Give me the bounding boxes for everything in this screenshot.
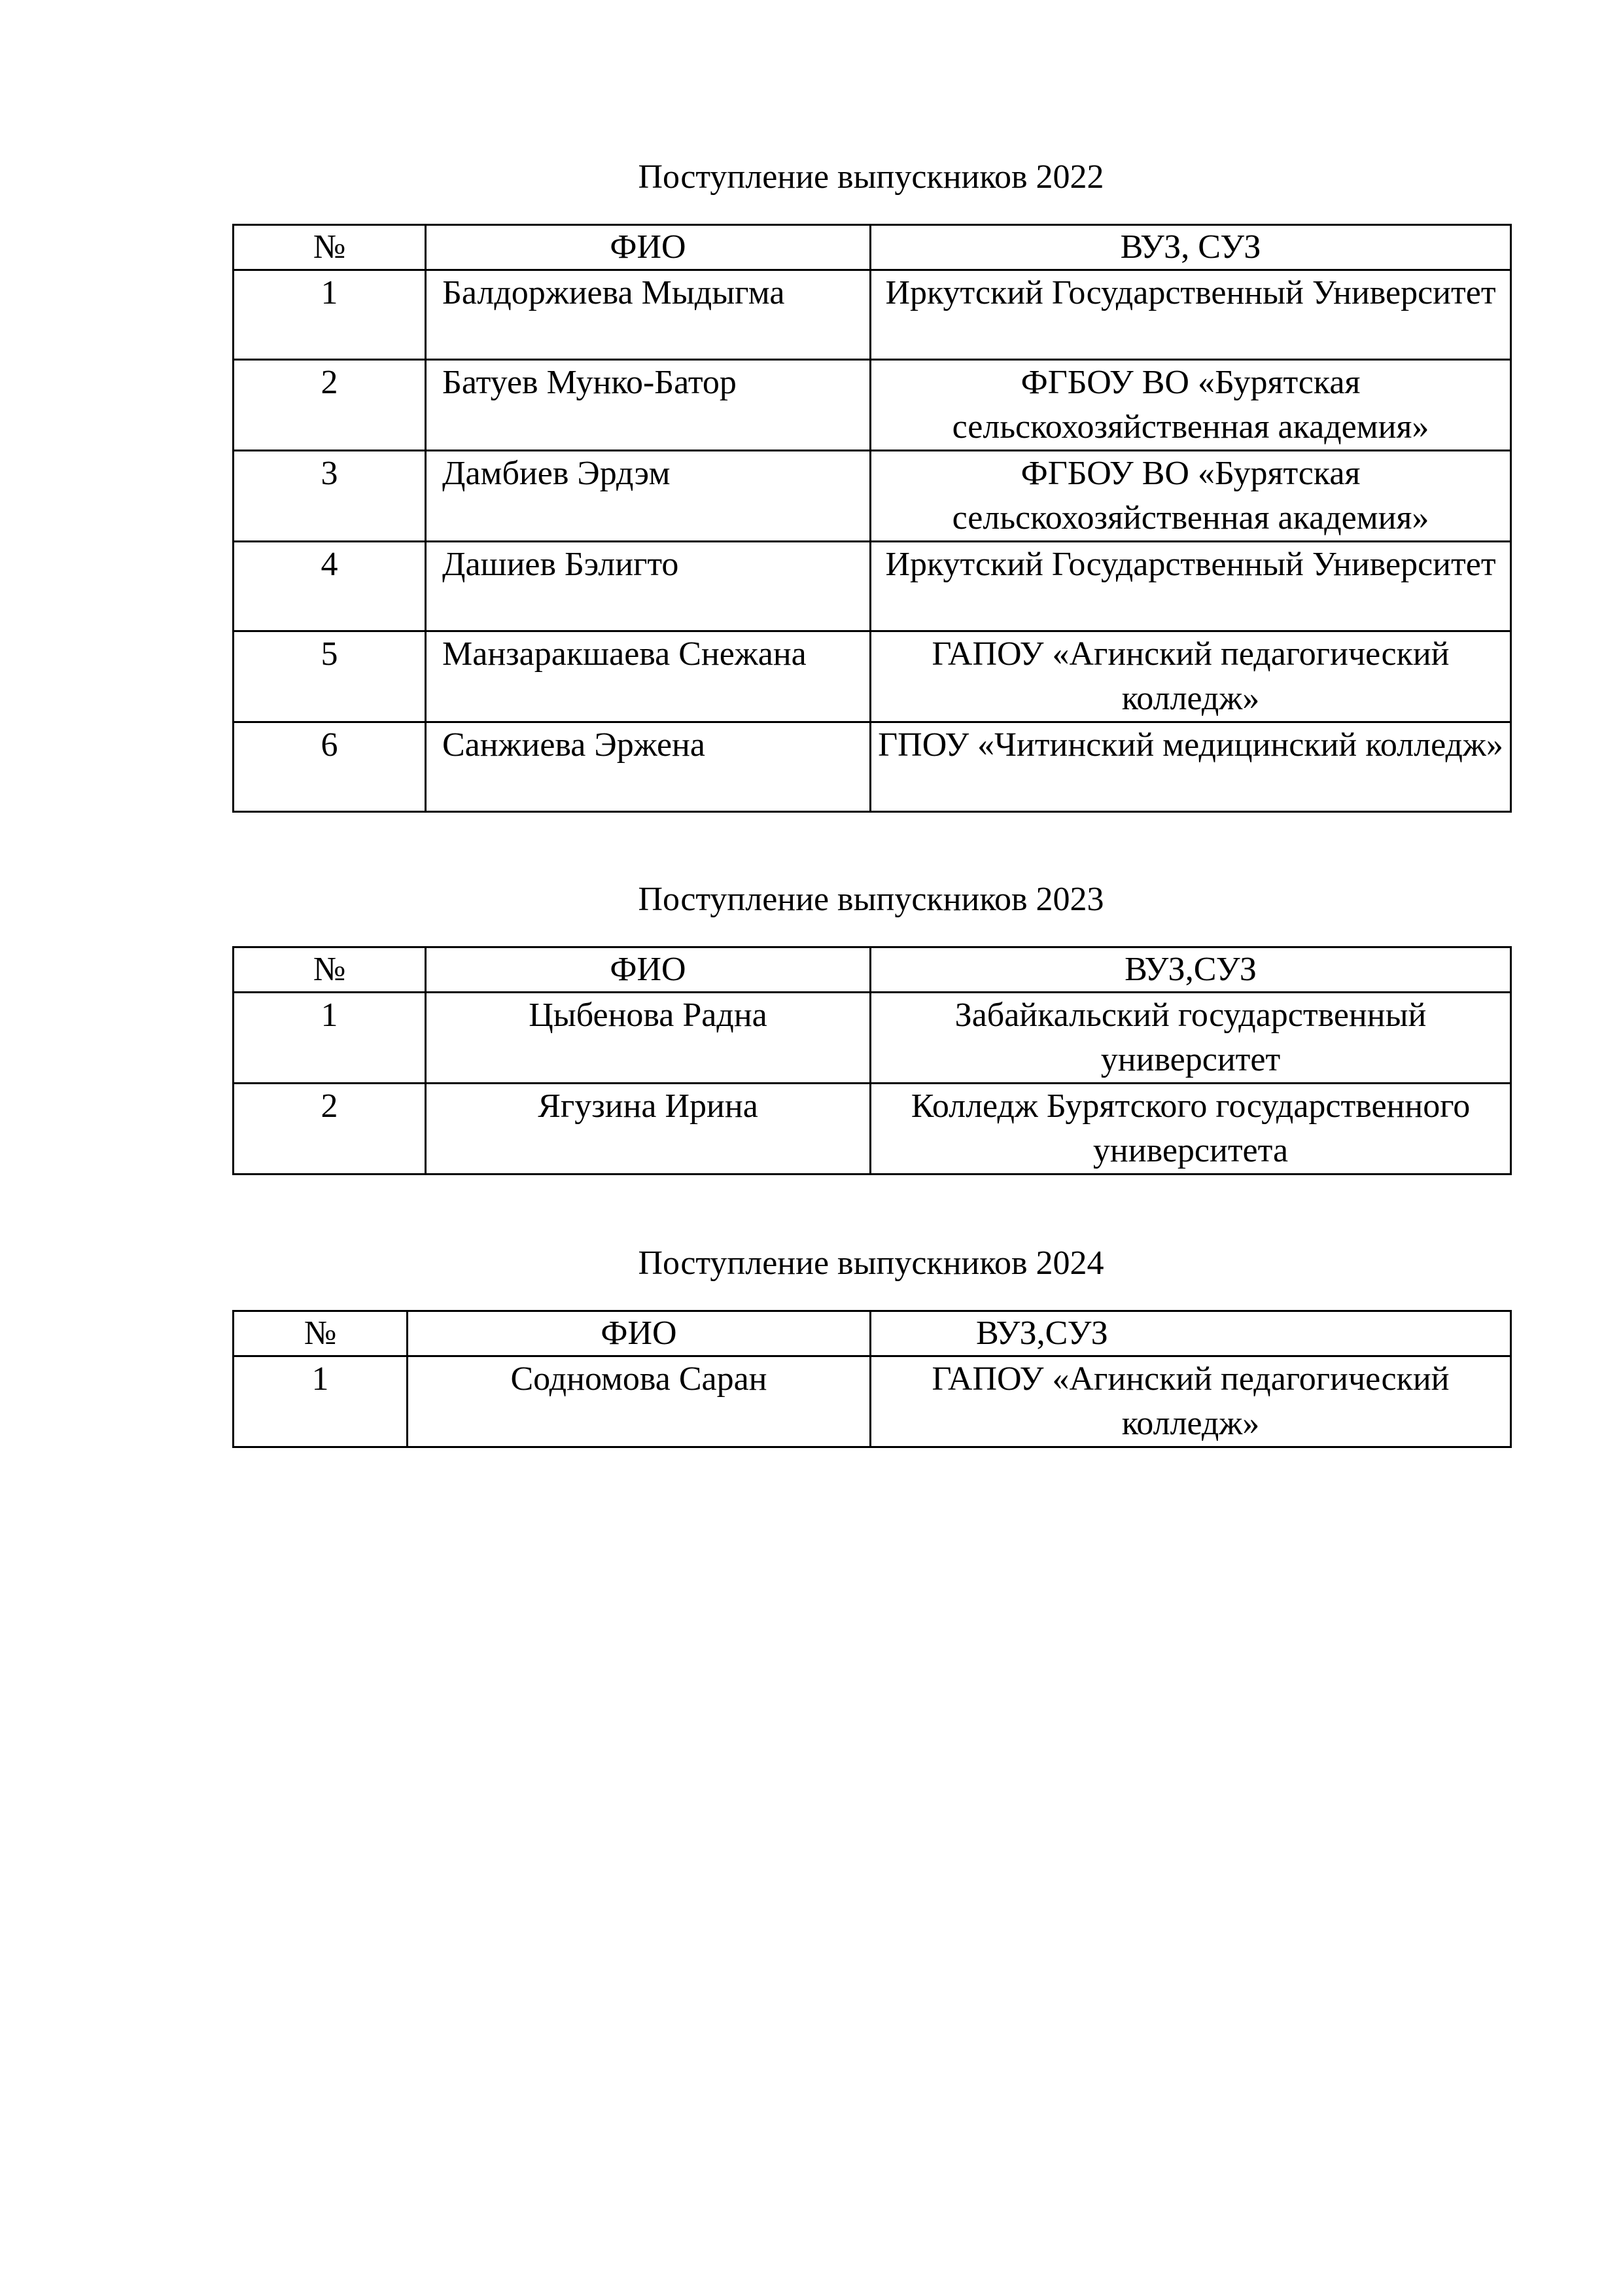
row-uni: Забайкальский государственный университет — [871, 993, 1511, 1084]
row-fio: Цыбенова Радна — [426, 993, 871, 1084]
header-fio: ФИО — [426, 225, 871, 270]
table-header-row — [234, 225, 1511, 270]
row-uni: ГПОУ «Читинский медицинский колледж» — [871, 722, 1511, 812]
table-row — [234, 993, 1511, 1084]
row-fio: Балдоржиева Мыдыгма — [426, 270, 871, 360]
table-row — [234, 1084, 1511, 1174]
row-fio: Ягузина Ирина — [426, 1084, 871, 1174]
row-fio: Дашиев Бэлигто — [426, 542, 871, 631]
row-uni: ГАПОУ «Агинский педагогический колледж» — [871, 631, 1511, 722]
section-title: Поступление выпускников 2022 — [638, 158, 1104, 196]
row-fio: Дамбиев Эрдэм — [426, 451, 871, 542]
header-uni: ВУЗ,СУЗ — [871, 1311, 1511, 1356]
row-uni: ГАПОУ «Агинский педагогический колледж» — [871, 1356, 1511, 1447]
table-row — [234, 631, 1511, 722]
header-num: № — [234, 947, 426, 993]
table-row — [234, 542, 1511, 631]
header-fio: ФИО — [408, 1311, 871, 1356]
row-num: 2 — [234, 1084, 426, 1174]
row-num: 1 — [234, 1356, 408, 1447]
row-uni: ФГБОУ ВО «Бурятская сельскохозяйственная академия» — [871, 360, 1511, 451]
section-title: Поступление выпускников 2024 — [638, 1245, 1104, 1282]
row-uni: Иркутский Государственный Университет — [871, 270, 1511, 360]
row-num: 2 — [234, 360, 426, 451]
row-uni: ФГБОУ ВО «Бурятская сельскохозяйственная академия» — [871, 451, 1511, 542]
row-fio: Манзаракшаева Снежана — [426, 631, 871, 722]
table-header-row — [234, 947, 1511, 993]
row-num: 1 — [234, 270, 426, 360]
table-row — [234, 270, 1511, 360]
table-header-row — [234, 1311, 1511, 1356]
header-uni: ВУЗ,СУЗ — [871, 947, 1511, 993]
row-uni: Колледж Бурятского государственного университета — [871, 1084, 1511, 1174]
table-row — [234, 1356, 1511, 1447]
table-row — [234, 451, 1511, 542]
header-num: № — [234, 1311, 408, 1356]
section-title: Поступление выпускников 2023 — [638, 881, 1104, 918]
row-num: 4 — [234, 542, 426, 631]
header-num: № — [234, 225, 426, 270]
row-fio: Батуев Мунко-Батор — [426, 360, 871, 451]
row-fio: Содномова Саран — [408, 1356, 871, 1447]
graduates-table — [232, 1310, 1512, 1448]
table-row — [234, 722, 1511, 812]
row-fio: Санжиева Эржена — [426, 722, 871, 812]
header-uni: ВУЗ, СУЗ — [871, 225, 1511, 270]
graduates-table — [232, 946, 1512, 1175]
row-num: 5 — [234, 631, 426, 722]
graduates-table — [232, 224, 1512, 813]
row-num: 1 — [234, 993, 426, 1084]
table-row — [234, 360, 1511, 451]
row-num: 3 — [234, 451, 426, 542]
header-fio: ФИО — [426, 947, 871, 993]
row-num: 6 — [234, 722, 426, 812]
row-uni: Иркутский Государственный Университет — [871, 542, 1511, 631]
